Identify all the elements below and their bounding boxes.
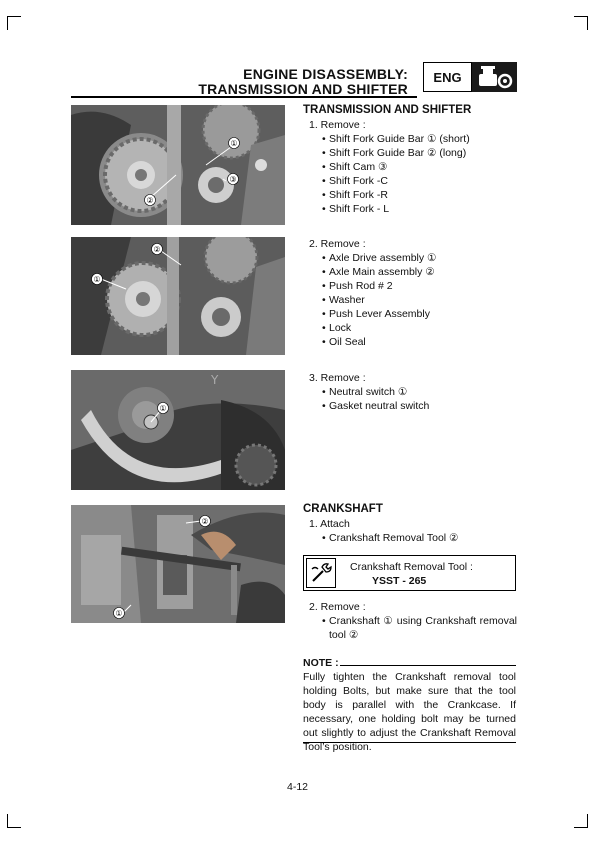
transmission-step-1 xyxy=(309,118,470,216)
list-item: • Crankshaft ① using Crankshaft removal tool ② xyxy=(322,614,517,642)
photo1-label-1: ① xyxy=(230,139,238,148)
section-badge: ENG xyxy=(423,62,472,92)
list-item: • Lock xyxy=(322,321,436,335)
list-item: • Axle Main assembly ② xyxy=(322,265,436,279)
tool-code: YSST - 265 xyxy=(372,575,427,587)
photo2-label-2: ② xyxy=(153,245,161,254)
step-label: 1. Attach xyxy=(309,518,350,530)
list-item: • Washer xyxy=(322,293,436,307)
photo-neutral-switch xyxy=(71,370,285,490)
page-title xyxy=(198,67,408,97)
note-end-rule xyxy=(303,742,516,743)
page-number: 4-12 xyxy=(286,781,308,793)
section-title-crankshaft: CRANKSHAFT xyxy=(303,503,383,515)
list-item: • Push Rod # 2 xyxy=(322,279,436,293)
note-text: Fully tighten the Crankshaft removal tool holding Bolts, but make sure that the tool body is parallel with the Crankcase. If necessary, one holding bolt may be turned out slightly to adjust the Crankshaft Removal Tool’s position. xyxy=(303,671,516,753)
step-items xyxy=(322,531,458,545)
tool-name: Crankshaft Removal Tool : xyxy=(350,561,473,573)
crop-mark-bottom-left xyxy=(7,814,21,828)
step-items xyxy=(322,614,517,642)
photo4-label-2: ② xyxy=(201,517,209,526)
list-item: • Axle Drive assembly ① xyxy=(322,251,436,265)
photo4-label-1: ① xyxy=(115,609,123,618)
list-item: • Gasket neutral switch xyxy=(322,399,429,413)
engine-icon xyxy=(472,62,517,92)
list-item: • Push Lever Assembly xyxy=(322,307,436,321)
section-title-transmission: TRANSMISSION AND SHIFTER xyxy=(303,104,472,116)
step-items xyxy=(322,132,470,216)
photo1-label-2: ② xyxy=(146,196,154,205)
transmission-step-3 xyxy=(309,371,429,413)
header-rule xyxy=(71,96,417,98)
list-item: • Shift Fork - L xyxy=(322,202,470,216)
list-item: • Shift Fork -C xyxy=(322,174,470,188)
list-item: • Shift Fork Guide Bar ② (long) xyxy=(322,146,470,160)
list-item: • Oil Seal xyxy=(322,335,436,349)
step-label: 2. Remove : xyxy=(309,238,366,250)
step-label: 2. Remove : xyxy=(309,601,366,613)
list-item: • Neutral switch ① xyxy=(322,385,429,399)
list-item: • Shift Cam ③ xyxy=(322,160,470,174)
photo2-label-1: ① xyxy=(93,275,101,284)
note-rule xyxy=(340,665,516,666)
crop-mark-top-right xyxy=(574,16,588,30)
photo-crankshaft-removal xyxy=(71,505,285,623)
photo3-label-1: ① xyxy=(159,404,167,413)
list-item: • Crankshaft Removal Tool ② xyxy=(322,531,458,545)
crankshaft-step-2 xyxy=(309,600,517,642)
crankshaft-step-1 xyxy=(309,517,458,545)
page-title-line2: TRANSMISSION AND SHIFTER xyxy=(198,81,408,97)
transmission-step-2 xyxy=(309,237,436,349)
crop-mark-bottom-right xyxy=(574,814,588,828)
photo-axle-assemblies xyxy=(71,237,285,355)
step-label: 1. Remove : xyxy=(309,119,366,131)
note-label: NOTE : xyxy=(303,657,339,669)
step-items xyxy=(322,251,436,349)
photo1-label-3: ③ xyxy=(229,175,237,184)
page-title-line1: ENGINE DISASSEMBLY: xyxy=(243,66,408,82)
list-item: • Shift Fork -R xyxy=(322,188,470,202)
step-items xyxy=(322,385,429,413)
special-tool-box xyxy=(303,555,516,591)
photo-transmission-shift-forks xyxy=(71,105,285,225)
crop-mark-top-left xyxy=(7,16,21,30)
list-item: • Shift Fork Guide Bar ① (short) xyxy=(322,132,470,146)
step-label: 3. Remove : xyxy=(309,372,366,384)
svg-text:Y: Y xyxy=(211,373,219,387)
wrench-tool-icon xyxy=(306,558,336,588)
